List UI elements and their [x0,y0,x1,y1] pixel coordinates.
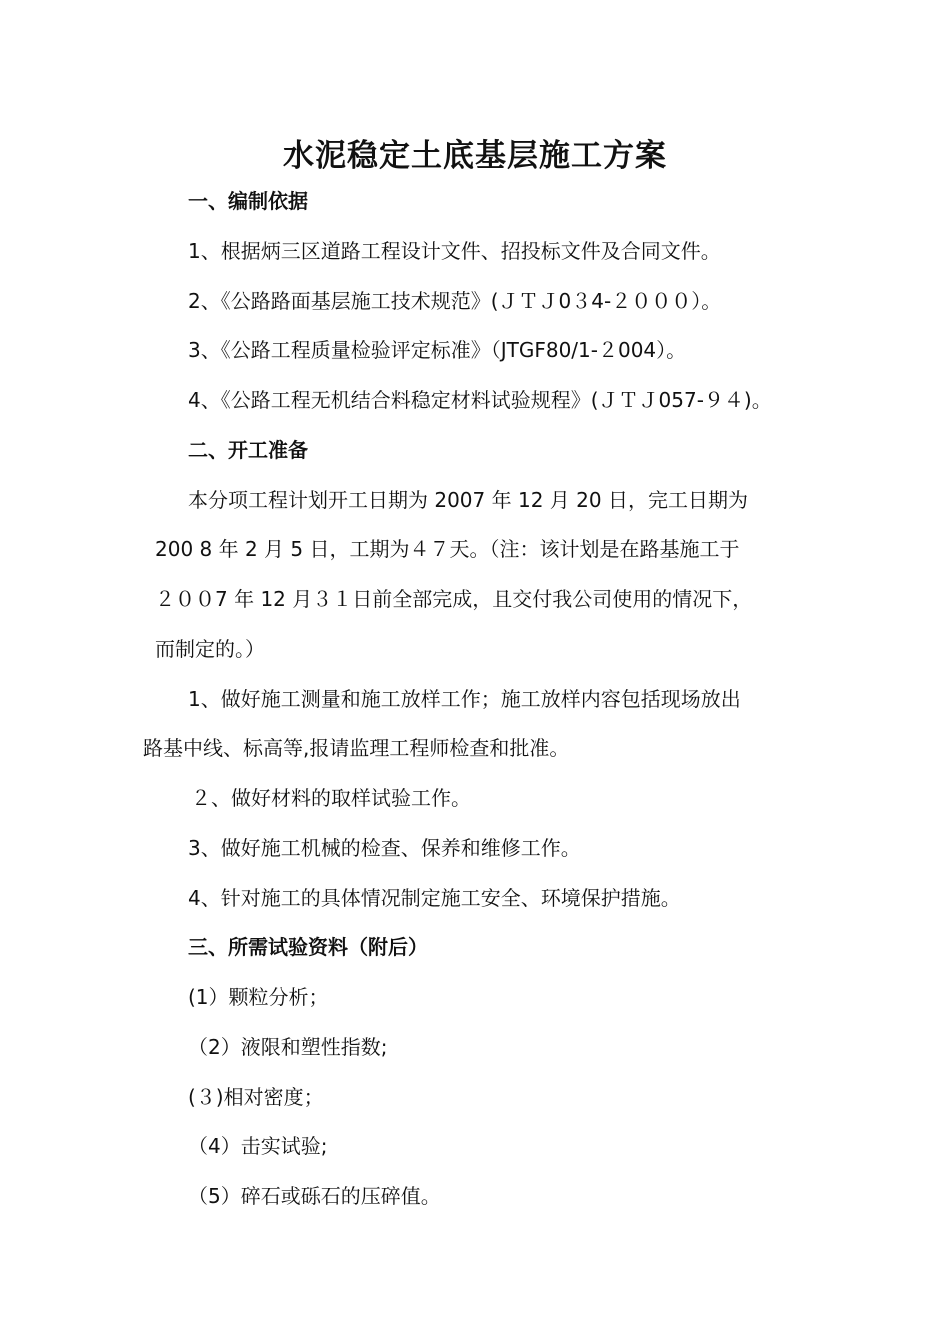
test-item-3: (３)相对密度； [188,1085,324,1109]
test-item-4: （4）击实试验; [188,1134,328,1158]
basis-item-3: 3、《公路工程质量检验评定标准》（JTGF80/1-２004）。 [188,338,687,362]
prep-item-1-cont: 路基中线、标高等,报请监理工程师检查和批准。 [143,736,570,760]
prep-item-4: 4、针对施工的具体情况制定施工安全、环境保护措施。 [188,886,681,910]
section-1-heading: 一、编制依据 [188,189,308,213]
test-item-5: （5）碎石或砾石的压碎值。 [188,1184,441,1208]
schedule-line-3: ２００7 年 12 月３１日前全部完成，且交付我公司使用的情况下， [155,587,753,611]
basis-item-1: 1、根据炳三区道路工程设计文件、招投标文件及合同文件。 [188,239,721,263]
basis-item-4: 4、《公路工程无机结合料稳定材料试验规程》(ＪＴＪ057-９４)。 [188,388,772,412]
schedule-line-1: 本分项工程计划开工日期为 2007 年 12 月 20 日，完工日期为 [188,488,748,512]
schedule-line-4: 而制定的。） [155,637,265,661]
document-title: 水泥稳定土底基层施工方案 [283,138,667,174]
test-item-2: （2）液限和塑性指数; [188,1035,388,1059]
prep-item-2: ２、做好材料的取样试验工作。 [191,786,471,810]
test-item-1: (1）颗粒分析； [188,985,329,1009]
section-3-heading: 三、所需试验资料（附后） [188,935,428,959]
prep-item-1: 1、做好施工测量和施工放样工作；施工放样内容包括现场放出 [188,687,741,711]
schedule-line-2: 200 8 年 2 月 5 日，工期为４７天。（注：该计划是在路基施工于 [155,537,740,561]
prep-item-3: 3、做好施工机械的检查、保养和维修工作。 [188,836,581,860]
section-2-heading: 二、开工准备 [188,438,308,462]
basis-item-2: 2、《公路路面基层施工技术规范》(ＪＴＪ0３4-２０００）。 [188,289,722,313]
